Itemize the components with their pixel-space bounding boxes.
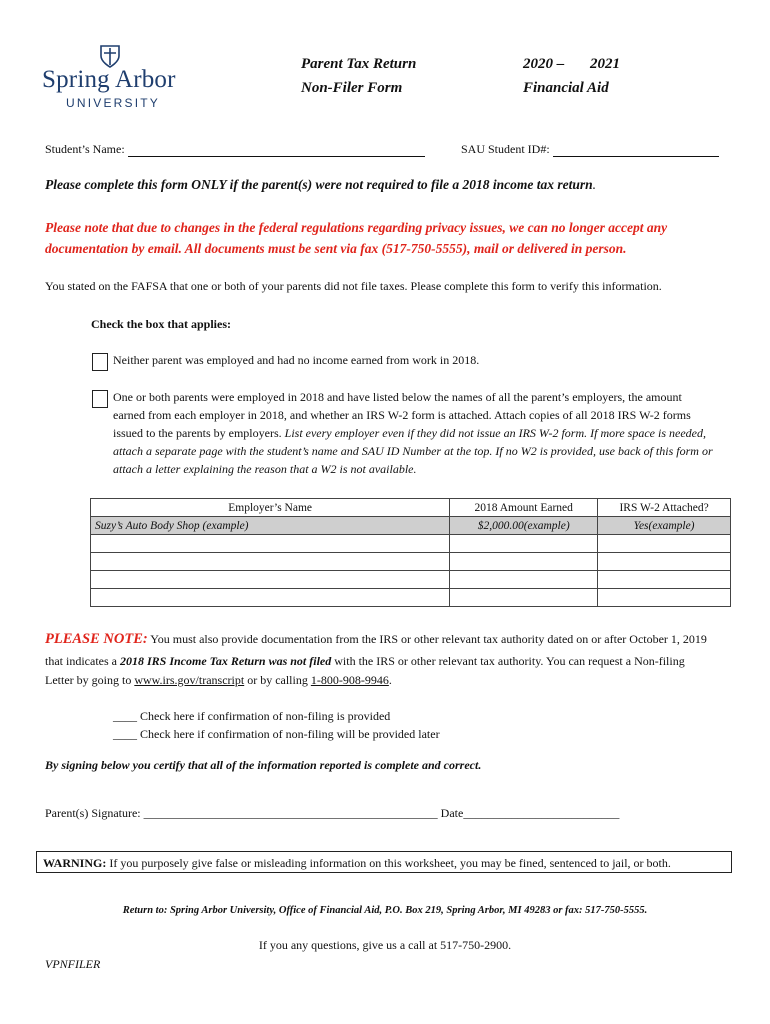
note-line2-bold: 2018 IRS Income Tax Return was not filed bbox=[119, 654, 332, 668]
signature-line bbox=[45, 806, 619, 821]
please-note-text: You must also provide documentation from the IRS or other relevant tax authority dated on or after October 1, 2019 bbox=[147, 632, 707, 646]
only-if-instruction bbox=[45, 177, 596, 193]
amount-cell[interactable] bbox=[450, 571, 598, 589]
confirm-provided[interactable]: ____ Check here if confirmation of non-filing is provided bbox=[113, 709, 391, 723]
warning-box bbox=[36, 851, 732, 873]
amount-cell[interactable] bbox=[450, 589, 598, 607]
please-note-line2 bbox=[45, 654, 685, 669]
please-note-label: PLEASE NOTE: bbox=[45, 631, 148, 647]
w2-cell[interactable] bbox=[598, 571, 731, 589]
option2-line3-italic: List every employer even if they did not issue an IRS W-2 form. If more space is needed, bbox=[284, 426, 706, 440]
employer-table bbox=[90, 498, 731, 607]
option2-text bbox=[113, 388, 733, 478]
student-id-input[interactable] bbox=[553, 144, 719, 157]
signature-input[interactable]: _________________________________________________ bbox=[143, 806, 438, 820]
department: Financial Aid bbox=[523, 80, 609, 96]
form-title-line1: Parent Tax Return bbox=[301, 56, 417, 72]
return-to-address: Return to: Spring Arbor University, Office of Financial Aid, P.O. Box 219, Spring Arbor, MI 49283 or fax: 517-750-5555. bbox=[122, 905, 648, 916]
table-row bbox=[91, 589, 731, 607]
please-note-line1 bbox=[45, 631, 707, 648]
w2-cell[interactable] bbox=[598, 589, 731, 607]
only-if-text: Please complete this form ONLY if the parent(s) were not required to file a 2018 income tax return bbox=[45, 177, 593, 192]
student-name-label: Student’s Name: bbox=[45, 142, 125, 156]
header-amount-earned: 2018 Amount Earned bbox=[450, 499, 598, 517]
warning-text: If you purposely give false or misleading information on this worksheet, you may be fined, sentenced to jail, or both. bbox=[106, 856, 671, 870]
year-end: 2021 bbox=[590, 56, 620, 72]
amount-cell[interactable] bbox=[450, 535, 598, 553]
options-heading: Check the box that applies: bbox=[91, 317, 232, 331]
header-w2-attached: IRS W-2 Attached? bbox=[598, 499, 731, 517]
option2-line4: attach a separate page with the student’s name and SAU ID Number at the top. If no W2 is provided, use back of this form or bbox=[113, 444, 713, 458]
form-code: VPNFILER bbox=[45, 957, 101, 971]
student-name-field bbox=[45, 142, 425, 157]
example-w2: Yes(example) bbox=[598, 517, 731, 535]
please-note-line3 bbox=[45, 673, 392, 688]
irs-phone-link[interactable]: 1-800-908-9946 bbox=[310, 673, 389, 687]
option2-line2: earned from each employer in 2018, and whether an IRS W-2 form is attached. Attach copies of all 2018 IRS W-2 forms bbox=[113, 408, 691, 422]
date-label: Date bbox=[437, 806, 464, 820]
note-line2-post: with the IRS or other relevant tax authority. You can request a Non-filing bbox=[331, 654, 685, 668]
employer-cell[interactable] bbox=[91, 589, 450, 607]
w2-cell[interactable] bbox=[598, 553, 731, 571]
logo-sub: UNIVERSITY bbox=[66, 96, 161, 110]
example-amount: $2,000.00(example) bbox=[450, 517, 598, 535]
option2-line1: One or both parents were employed in 2018 and have listed below the names of all the parent’s employers, the amount bbox=[113, 390, 682, 404]
employer-cell[interactable] bbox=[91, 571, 450, 589]
note-line3-post: . bbox=[388, 673, 392, 687]
option2-checkbox[interactable] bbox=[92, 390, 108, 408]
note-line3-mid: or by calling bbox=[244, 673, 311, 687]
table-row bbox=[91, 553, 731, 571]
privacy-notice-line2: documentation by email. All documents must be sent via fax (517-750-5555), mail or delivered in person. bbox=[45, 241, 627, 256]
signature-label: Parent(s) Signature: bbox=[45, 806, 144, 820]
questions-contact: If you any questions, give us a call at 517-750-2900. bbox=[258, 938, 512, 952]
student-name-input[interactable] bbox=[128, 144, 425, 157]
amount-cell[interactable] bbox=[450, 553, 598, 571]
university-logo bbox=[42, 44, 192, 110]
form-title-line2: Non-Filer Form bbox=[301, 80, 403, 96]
option2-line3-plain: issued to the parents by employers. bbox=[113, 426, 285, 440]
header-employer-name: Employer’s Name bbox=[91, 499, 450, 517]
employer-cell[interactable] bbox=[91, 535, 450, 553]
option1-checkbox[interactable] bbox=[92, 353, 108, 371]
table-example-row bbox=[91, 517, 731, 535]
student-id-label: SAU Student ID#: bbox=[461, 142, 550, 156]
table-row bbox=[91, 535, 731, 553]
certify-statement: By signing below you certify that all of the information reported is complete and correct. bbox=[45, 758, 482, 772]
table-row bbox=[91, 571, 731, 589]
table-header-row bbox=[91, 499, 731, 517]
crest-icon bbox=[98, 44, 122, 68]
option1-label: Neither parent was employed and had no income earned from work in 2018. bbox=[113, 353, 480, 367]
logo-name: Spring Arbor bbox=[42, 66, 176, 93]
option2-line5: attach a letter explaining the reason that a W2 is not available. bbox=[113, 462, 417, 476]
warning-label: WARNING: bbox=[43, 856, 107, 870]
note-line3-pre: Letter by going to bbox=[45, 673, 135, 687]
date-input[interactable]: __________________________ bbox=[463, 806, 620, 820]
irs-transcript-link[interactable]: www.irs.gov/transcript bbox=[134, 673, 245, 687]
option2-line3 bbox=[113, 424, 733, 442]
w2-cell[interactable] bbox=[598, 535, 731, 553]
privacy-notice-line1: Please note that due to changes in the federal regulations regarding privacy issues, we can no longer accept any bbox=[45, 220, 668, 235]
only-if-period: . bbox=[592, 177, 596, 192]
fafsa-statement: You stated on the FAFSA that one or both of your parents did not file taxes. Please complete this form to verify this information. bbox=[45, 279, 662, 293]
example-employer: Suzy’s Auto Body Shop (example) bbox=[91, 517, 450, 535]
student-id-field bbox=[461, 142, 719, 157]
year-start: 2020 – bbox=[523, 56, 565, 72]
note-line2-pre: that indicates a bbox=[45, 654, 120, 668]
confirm-later[interactable]: ____ Check here if confirmation of non-filing will be provided later bbox=[113, 727, 440, 741]
employer-cell[interactable] bbox=[91, 553, 450, 571]
